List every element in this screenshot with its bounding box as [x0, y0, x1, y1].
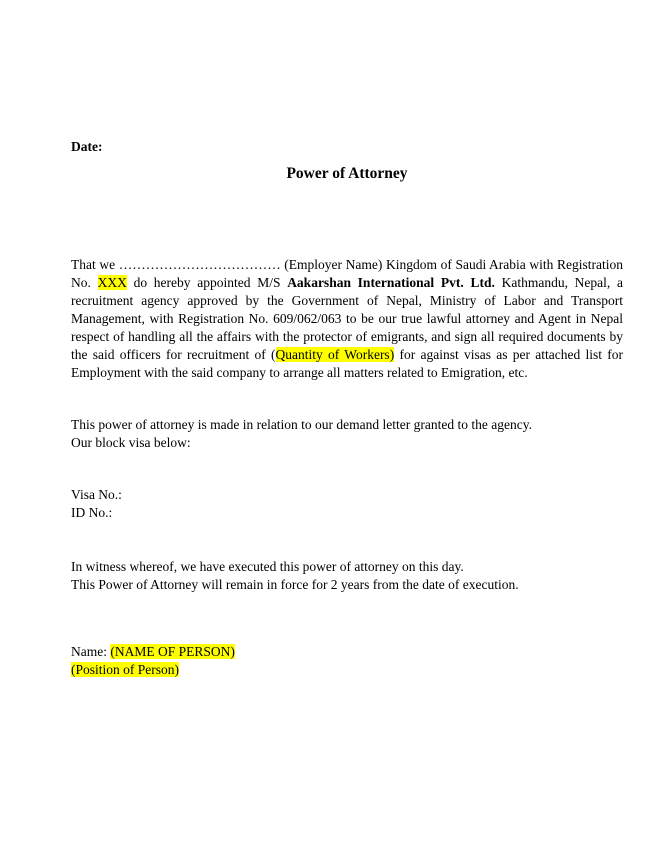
name-of-person-highlight: (NAME OF PERSON) [110, 644, 235, 659]
signature-block [71, 643, 623, 679]
name-label: Name: [71, 644, 111, 659]
para1-lead: That we ……………………………… (Employer Name) Kingdom of Saudi Arabia with Registration No. [71, 257, 623, 290]
witness-line1: In witness whereof, we have executed this power of attorney on this day. [71, 559, 464, 574]
para1-mid2: Kathmandu, Nepal, a recruitment agency approved by the Government of Nepal, Ministry of Labor and Transport Management, with Registration No. 609/062/063 to be our true lawful attorney and Agent in Nepal respect of handling all the affairs with the protector of emigrants, and sign all required documents by the said officers for recruitment of ( [71, 275, 623, 362]
registration-number-highlight: XXX [97, 275, 127, 290]
quantity-of-workers-highlight: Quantity of Workers) [275, 347, 395, 362]
para1-tail: for against visas as per attached list for Employment with the said company to arrange all matters related to Emigration, etc. [71, 347, 623, 380]
date-label: Date: [71, 139, 103, 154]
document-title: Power of Attorney [286, 165, 408, 182]
relation-line2: Our block visa below: [71, 435, 191, 450]
agency-name: Aakarshan International Pvt. Ltd. [287, 275, 495, 290]
witness-paragraph [71, 558, 623, 594]
relation-line1: This power of attorney is made in relation to our demand letter granted to the agency. [71, 417, 532, 432]
relation-paragraph [71, 416, 623, 452]
main-paragraph [71, 256, 623, 382]
para1-mid1: do hereby appointed M/S [126, 275, 288, 290]
position-of-person-highlight: (Position of Person) [71, 662, 179, 677]
id-number-label: ID No.: [71, 505, 113, 520]
witness-line2: This Power of Attorney will remain in force for 2 years from the date of execution. [71, 577, 519, 592]
visa-block [71, 486, 623, 522]
visa-number-label: Visa No.: [71, 487, 122, 502]
